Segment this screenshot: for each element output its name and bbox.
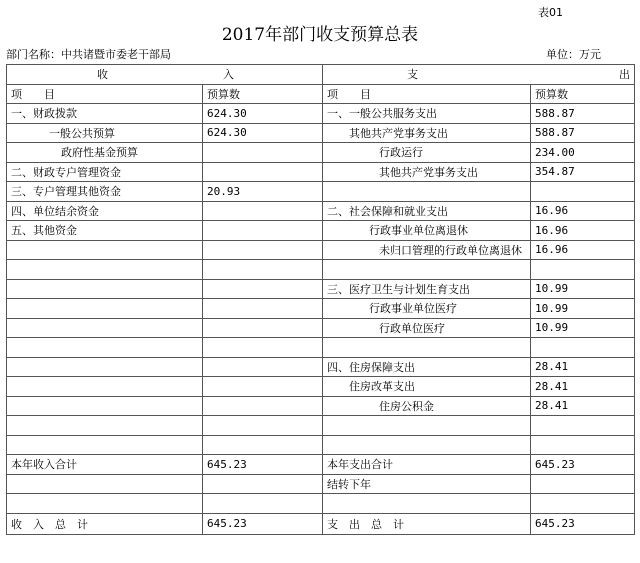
income-amount-cell: 645.23 <box>203 455 323 475</box>
expense-item-cell: 其他共产党事务支出 <box>323 162 531 182</box>
table-row <box>7 513 635 534</box>
income-item-cell: 五、其他资金 <box>7 221 203 241</box>
expense-amount-cell <box>531 474 635 494</box>
table-row <box>7 455 635 475</box>
income-item-cell <box>7 299 203 319</box>
expense-item-cell: 住房改革支出 <box>323 377 531 397</box>
income-amount-cell <box>203 338 323 358</box>
income-amount-cell <box>203 279 323 299</box>
expense-item-cell: 本年支出合计 <box>323 455 531 475</box>
income-item-cell: 本年收入合计 <box>7 455 203 475</box>
income-amount-cell: 624.30 <box>203 123 323 143</box>
expense-amount-cell <box>531 260 635 280</box>
expense-item-cell: 支 出 总 计 <box>323 513 531 534</box>
expense-item-cell <box>323 338 531 358</box>
income-item-cell: 三、专户管理其他资金 <box>7 182 203 202</box>
expense-amount-cell: 16.96 <box>531 240 635 260</box>
income-amount-cell <box>203 143 323 163</box>
table-row <box>7 435 635 455</box>
income-header-char-1: 收 <box>97 68 108 82</box>
income-item-cell <box>7 279 203 299</box>
expense-amount-cell: 28.41 <box>531 357 635 377</box>
table-row <box>7 357 635 377</box>
expense-amount-cell: 645.23 <box>531 513 635 534</box>
table-row <box>7 416 635 436</box>
income-section-header <box>7 65 323 85</box>
table-row <box>7 474 635 494</box>
income-item-cell <box>7 338 203 358</box>
expense-item-cell: 三、医疗卫生与计划生育支出 <box>323 279 531 299</box>
expense-amount-cell: 234.00 <box>531 143 635 163</box>
income-item-cell: 政府性基金预算 <box>7 143 203 163</box>
expense-amount-cell: 28.41 <box>531 377 635 397</box>
income-item-cell: 一般公共预算 <box>7 123 203 143</box>
table-row <box>7 494 635 514</box>
income-amount-cell <box>203 474 323 494</box>
income-amount-cell <box>203 162 323 182</box>
income-item-cell <box>7 435 203 455</box>
table-row <box>7 279 635 299</box>
header-row-sections <box>7 65 635 85</box>
table-row <box>7 396 635 416</box>
unit-label: 单位：万元 <box>546 48 601 61</box>
expense-item-header: 项 目 <box>323 84 531 104</box>
income-amount-cell <box>203 221 323 241</box>
table-row <box>7 377 635 397</box>
income-amount-cell <box>203 260 323 280</box>
expense-item-cell: 一、一般公共服务支出 <box>323 104 531 124</box>
income-item-cell <box>7 396 203 416</box>
income-amount-cell <box>203 435 323 455</box>
expense-amount-cell: 10.99 <box>531 299 635 319</box>
expense-amount-cell <box>531 435 635 455</box>
expense-amount-cell <box>531 182 635 202</box>
income-item-cell <box>7 318 203 338</box>
income-amount-cell <box>203 201 323 221</box>
income-item-cell <box>7 357 203 377</box>
table-row <box>7 338 635 358</box>
income-amount-cell <box>203 299 323 319</box>
expense-amount-cell: 16.96 <box>531 201 635 221</box>
expense-amount-cell: 10.99 <box>531 279 635 299</box>
expense-amount-cell: 588.87 <box>531 123 635 143</box>
expense-item-cell: 行政运行 <box>323 143 531 163</box>
income-item-cell: 二、财政专户管理资金 <box>7 162 203 182</box>
expense-amount-cell <box>531 494 635 514</box>
table-row <box>7 182 635 202</box>
table-row <box>7 162 635 182</box>
expense-item-cell <box>323 182 531 202</box>
expense-amount-header: 预算数 <box>531 84 635 104</box>
expense-item-cell <box>323 435 531 455</box>
income-amount-cell: 20.93 <box>203 182 323 202</box>
income-amount-cell <box>203 416 323 436</box>
income-amount-cell <box>203 377 323 397</box>
expense-section-header <box>323 65 635 85</box>
page-title: 2017年部门收支预算总表 <box>221 25 419 45</box>
expense-item-cell: 二、社会保障和就业支出 <box>323 201 531 221</box>
table-row <box>7 221 635 241</box>
expense-item-cell: 行政事业单位医疗 <box>323 299 531 319</box>
expense-amount-cell <box>531 338 635 358</box>
table-row <box>7 104 635 124</box>
expense-item-cell: 行政事业单位离退休 <box>323 221 531 241</box>
table-row <box>7 299 635 319</box>
expense-item-cell <box>323 494 531 514</box>
income-item-cell <box>7 416 203 436</box>
table-row <box>7 318 635 338</box>
expense-amount-cell: 16.96 <box>531 221 635 241</box>
income-item-cell <box>7 240 203 260</box>
income-item-cell: 一、财政拨款 <box>7 104 203 124</box>
table-row <box>7 260 635 280</box>
expense-item-cell: 其他共产党事务支出 <box>323 123 531 143</box>
table-row <box>7 123 635 143</box>
expense-amount-cell <box>531 416 635 436</box>
table-row <box>7 240 635 260</box>
income-amount-cell <box>203 240 323 260</box>
income-item-cell: 四、单位结余资金 <box>7 201 203 221</box>
income-item-cell <box>7 377 203 397</box>
expense-amount-cell: 645.23 <box>531 455 635 475</box>
expense-item-cell: 四、住房保障支出 <box>323 357 531 377</box>
income-amount-cell <box>203 357 323 377</box>
expense-amount-cell: 354.87 <box>531 162 635 182</box>
income-item-cell <box>7 260 203 280</box>
income-amount-cell: 624.30 <box>203 104 323 124</box>
income-amount-cell: 645.23 <box>203 513 323 534</box>
expense-amount-cell: 28.41 <box>531 396 635 416</box>
income-header-char-2: 入 <box>223 68 234 82</box>
expense-amount-cell: 10.99 <box>531 318 635 338</box>
header-row-columns <box>7 84 635 104</box>
income-item-cell: 收 入 总 计 <box>7 513 203 534</box>
expense-item-cell: 住房公积金 <box>323 396 531 416</box>
expense-item-cell <box>323 260 531 280</box>
expense-item-cell: 未归口管理的行政单位离退休 <box>323 240 531 260</box>
table-row <box>7 201 635 221</box>
income-amount-cell <box>203 494 323 514</box>
expense-header-char-2: 出 <box>619 68 630 82</box>
table-row <box>7 143 635 163</box>
expense-header-char-1: 支 <box>407 68 418 82</box>
income-amount-cell <box>203 396 323 416</box>
form-number: 表01 <box>538 6 563 19</box>
expense-amount-cell: 588.87 <box>531 104 635 124</box>
department-label: 部门名称：中共诸暨市委老干部局 <box>6 48 171 61</box>
income-amount-header: 预算数 <box>203 84 323 104</box>
income-item-header: 项 目 <box>7 84 203 104</box>
expense-item-cell: 结转下年 <box>323 474 531 494</box>
income-item-cell <box>7 474 203 494</box>
expense-item-cell <box>323 416 531 436</box>
income-amount-cell <box>203 318 323 338</box>
budget-table <box>6 64 635 535</box>
income-item-cell <box>7 494 203 514</box>
expense-item-cell: 行政单位医疗 <box>323 318 531 338</box>
